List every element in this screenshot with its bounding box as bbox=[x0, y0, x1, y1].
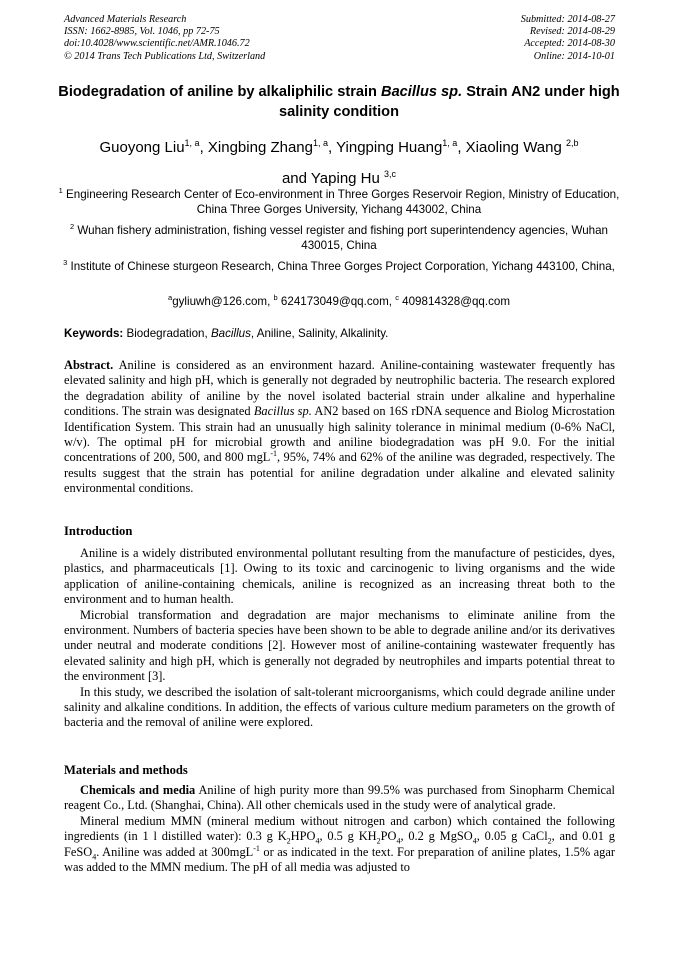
affiliation-mark: 2 bbox=[70, 222, 75, 231]
superscript: -1 bbox=[253, 843, 260, 853]
title-text-1: Biodegradation of aniline by alkaliphilic strain bbox=[58, 84, 382, 100]
abstract-text: , 95%, 74% and 62% of the aniline was degraded, respectively. The results suggest that the strain has potential for aniline degradation under alkaline and elevated salinity environmental conditions. bbox=[64, 450, 616, 496]
affiliation-3 bbox=[50, 255, 628, 274]
author-affiliation-mark: 1, a bbox=[184, 138, 200, 148]
accepted-date: Accepted: 2014-08-30 bbox=[524, 38, 615, 50]
paragraph bbox=[64, 783, 615, 814]
title-species: Bacillus sp. bbox=[381, 84, 463, 100]
subscript: 2 bbox=[547, 836, 552, 846]
revised-date: Revised: 2014-08-29 bbox=[529, 26, 615, 38]
doi-line: doi:10.4028/www.scientific.net/AMR.1046.72 bbox=[64, 38, 250, 50]
keywords bbox=[64, 326, 624, 341]
affiliation-text: Engineering Research Center of Eco-environment in Three Gorges Reservoir Region, Ministry of Education, China Three Gorges University, Yichang 443002, China bbox=[62, 187, 620, 217]
paragraph-text: , 0.5 g KH bbox=[319, 829, 377, 844]
affiliation-text: Institute of Chinese sturgeon Research, China Three Gorges Project Corporation, Yichang 443100, China, bbox=[67, 259, 615, 273]
author-affiliation-mark: 2,b bbox=[566, 138, 579, 148]
email-list bbox=[50, 290, 628, 309]
subscript: 4 bbox=[315, 836, 320, 846]
email-address: 409814328@qq.com bbox=[398, 294, 510, 308]
paragraph: In this study, we described the isolation of salt-tolerant microorganisms, which could degrade aniline under salinity and alkaline conditions. In addition, the effects of various culture medium parameters on the growth of bacteria and the removal of aniline were explored. bbox=[64, 684, 615, 730]
paper-title bbox=[40, 82, 638, 122]
author-and: and bbox=[281, 170, 311, 187]
abstract-superscript: -1 bbox=[270, 449, 278, 459]
author-name: Yaping Hu bbox=[310, 170, 385, 187]
abstract-species: Bacillus sp. bbox=[253, 404, 312, 419]
paragraph-text: or as indicated in the text. For preparation of aniline plates, 1.5% agar was added to the MMN medium. The pH of all media was adjusted to bbox=[64, 844, 615, 875]
paragraph: Aniline is a widely distributed environmental pollutant resulting from the manufacture of pesticides, dyes, plastics, and pharmaceuticals [1]. Owing to its toxic and carcinogenic to living organisms and the wide application of aniline-containing chemicals, aniline is recognized as an increasing threat both to the environment and to human health. bbox=[64, 546, 615, 607]
affiliation-mark: 1 bbox=[58, 186, 63, 195]
section-heading-materials: Materials and methods bbox=[64, 763, 188, 777]
abstract bbox=[64, 358, 615, 497]
paragraph bbox=[64, 814, 615, 876]
paragraph-text: PO bbox=[380, 829, 397, 844]
abstract-text: AN2 based on 16S rDNA sequence and Biolog Microstation Identification System. This strain had an unusually high salinity tolerance in minimal medium (0-6% NaCl, w/v). The optimal pH for microbial growth and aniline biodegradation was pH 9.0. For the initial concentrations of 200, 500, and 800 mgL bbox=[64, 404, 615, 465]
subscript: 4 bbox=[396, 836, 401, 846]
keywords-text: , Aniline, Salinity, Alkalinity. bbox=[250, 327, 389, 340]
paragraph: Microbial transformation and degradation are major mechanisms to eliminate aniline from the environment. Numbers of bacteria species have been shown to be able to degrade aniline and/or its derivatives under neutral and moderate conditions [2]. However most of aniline-containing wastewater frequently has elevated salinity and high pH, which is generally not degraded by neutrophiles and imparts potential threat to the environment [3]. bbox=[64, 607, 615, 684]
subscript: 2 bbox=[376, 836, 381, 846]
author-name: Guoyong Liu bbox=[99, 139, 185, 156]
paragraph-text: Mineral medium MMN (mineral medium without nitrogen and carbon) which contained the following ingredients (in 1 l distilled water): 0.3 g K bbox=[64, 813, 615, 844]
author-name: Xingbing Zhang bbox=[207, 139, 313, 156]
email-address: gyliuwh@126.com, bbox=[172, 294, 274, 308]
paragraph-text: , and 0.01 g FeSO bbox=[64, 829, 615, 859]
affiliation-mark: 3 bbox=[63, 258, 68, 267]
author-name: Xiaoling Wang bbox=[465, 139, 566, 156]
paragraph-text: , 0.2 g MgSO bbox=[400, 829, 473, 844]
submitted-date: Submitted: 2014-08-27 bbox=[520, 14, 615, 25]
paragraph-text: Aniline of high purity more than 99.5% was purchased from Sinopharm Chemical reagent Co., Ltd. (Shanghai, China). All other chemicals used in the study were of analytical grade. bbox=[64, 783, 616, 813]
subscript: 4 bbox=[92, 852, 97, 862]
journal-header-right bbox=[521, 14, 615, 63]
abstract-label: Abstract. bbox=[64, 358, 114, 372]
email-mark: c bbox=[395, 293, 399, 302]
journal-name: Advanced Materials Research bbox=[64, 14, 187, 25]
issn-line: ISSN: 1662-8985, Vol. 1046, pp 72-75 bbox=[64, 26, 220, 38]
email-mark: a bbox=[168, 293, 173, 302]
subscript: 2 bbox=[286, 836, 291, 846]
journal-header-left bbox=[64, 14, 265, 63]
email-address: 624173049@qq.com, bbox=[277, 294, 396, 308]
paragraph-text: HPO bbox=[290, 829, 316, 844]
subsection-label: Chemicals and media bbox=[80, 783, 196, 797]
author-affiliation-mark: 3,c bbox=[384, 169, 397, 179]
author-list: Guoyong Liu$^{1, a}$, Xingbing Zhang$^{1, a}$, Yingping Huang$^{1, a}$, Xiaoling Wang $^{2,b}$ and Yaping Hu $^{3,c}$ bbox=[99, 138, 579, 187]
keywords-label: Keywords: bbox=[64, 327, 124, 340]
affiliation-text: Wuhan fishery administration, fishing vessel register and fishing port superintendency agencies, Wuhan 430015, China bbox=[74, 223, 608, 253]
abstract-text: Aniline is considered as an environment hazard. Aniline-containing wastewater frequently has elevated salinity and high pH, which is generally not degraded by neutrophilic bacteria. The research explored the degradation ability of aniline by the novel isolated bacterial strain under alkaline and hyperhaline conditions. The strain was designated bbox=[64, 358, 615, 419]
subscript: 4 bbox=[472, 836, 477, 846]
copyright-line: © 2014 Trans Tech Publications Ltd, Switzerland bbox=[64, 50, 266, 62]
online-date: Online: 2014-10-01 bbox=[533, 50, 615, 62]
affiliation-2 bbox=[50, 219, 628, 254]
materials-body bbox=[64, 783, 615, 875]
keywords-text: Biodegradation, bbox=[123, 327, 211, 340]
introduction-body bbox=[64, 546, 615, 731]
affiliation-1 bbox=[50, 183, 628, 218]
paragraph-text: , 0.05 g CaCl bbox=[476, 829, 548, 844]
keywords-italic: Bacillus bbox=[210, 327, 251, 340]
paragraph-text: . Aniline was added at 300mgL bbox=[96, 844, 254, 859]
author-affiliation-mark: 1, a bbox=[442, 138, 458, 148]
author-name: Yingping Huang bbox=[336, 139, 443, 156]
author-affiliation-mark: 1, a bbox=[313, 138, 329, 148]
email-mark: b bbox=[273, 293, 278, 302]
section-heading-introduction: Introduction bbox=[64, 524, 133, 538]
title-text-2: Strain AN2 under high salinity condition bbox=[279, 84, 620, 120]
